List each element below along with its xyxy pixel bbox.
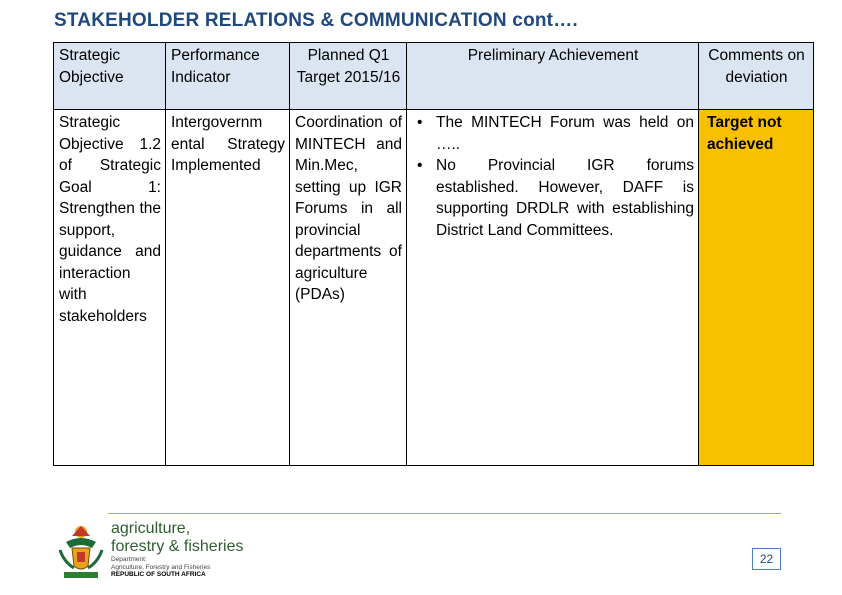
coat-of-arms-icon <box>52 522 110 584</box>
page-number: 22 <box>752 548 781 570</box>
footer-divider <box>108 513 781 514</box>
cell-deviation-comment: Target not achieved <box>699 110 814 466</box>
table-header-row <box>54 43 814 110</box>
department-brand <box>111 520 243 579</box>
country-name: REPUBLIC OF SOUTH AFRICA <box>111 571 206 578</box>
header-preliminary-achievement: Preliminary Achievement <box>407 43 699 110</box>
header-comments-deviation: Comments on deviation <box>699 43 814 110</box>
achievement-item: • The MINTECH Forum was held on ….. <box>412 112 694 155</box>
cell-strategic-objective: Strategic Objective 1.2 of Strategic Goal 1: Strengthen the support, guidance and interaction with stakeholders <box>54 110 166 466</box>
table-row <box>54 110 814 466</box>
dept-name: Agriculture, Forestry and Fisheries <box>111 563 211 571</box>
header-performance-indicator: Performance Indicator <box>166 43 290 110</box>
achievement-item: • No Provincial IGR forums established. However, DAFF is supporting DRDLR with establishing District Land Committees. <box>412 155 694 241</box>
achievement-list <box>412 112 694 241</box>
cell-planned-target: Coordination of MINTECH and Min.Mec, setting up IGR Forums in all provincial departments of agriculture (PDAs) <box>290 110 407 466</box>
header-planned-target: Planned Q1 Target 2015/16 <box>290 43 407 110</box>
dept-label: Department: <box>111 556 147 563</box>
brand-line-agriculture: agriculture, <box>111 520 191 537</box>
performance-table <box>53 42 814 466</box>
cell-preliminary-achievement <box>407 110 699 466</box>
header-strategic-objective: Strategic Objective <box>54 43 166 110</box>
brand-line-forestry: forestry & fisheries <box>111 538 244 555</box>
cell-performance-indicator: Intergovernm ental Strategy Implemented <box>166 110 290 466</box>
page-title: STAKEHOLDER RELATIONS & COMMUNICATION cont…. <box>54 10 578 31</box>
